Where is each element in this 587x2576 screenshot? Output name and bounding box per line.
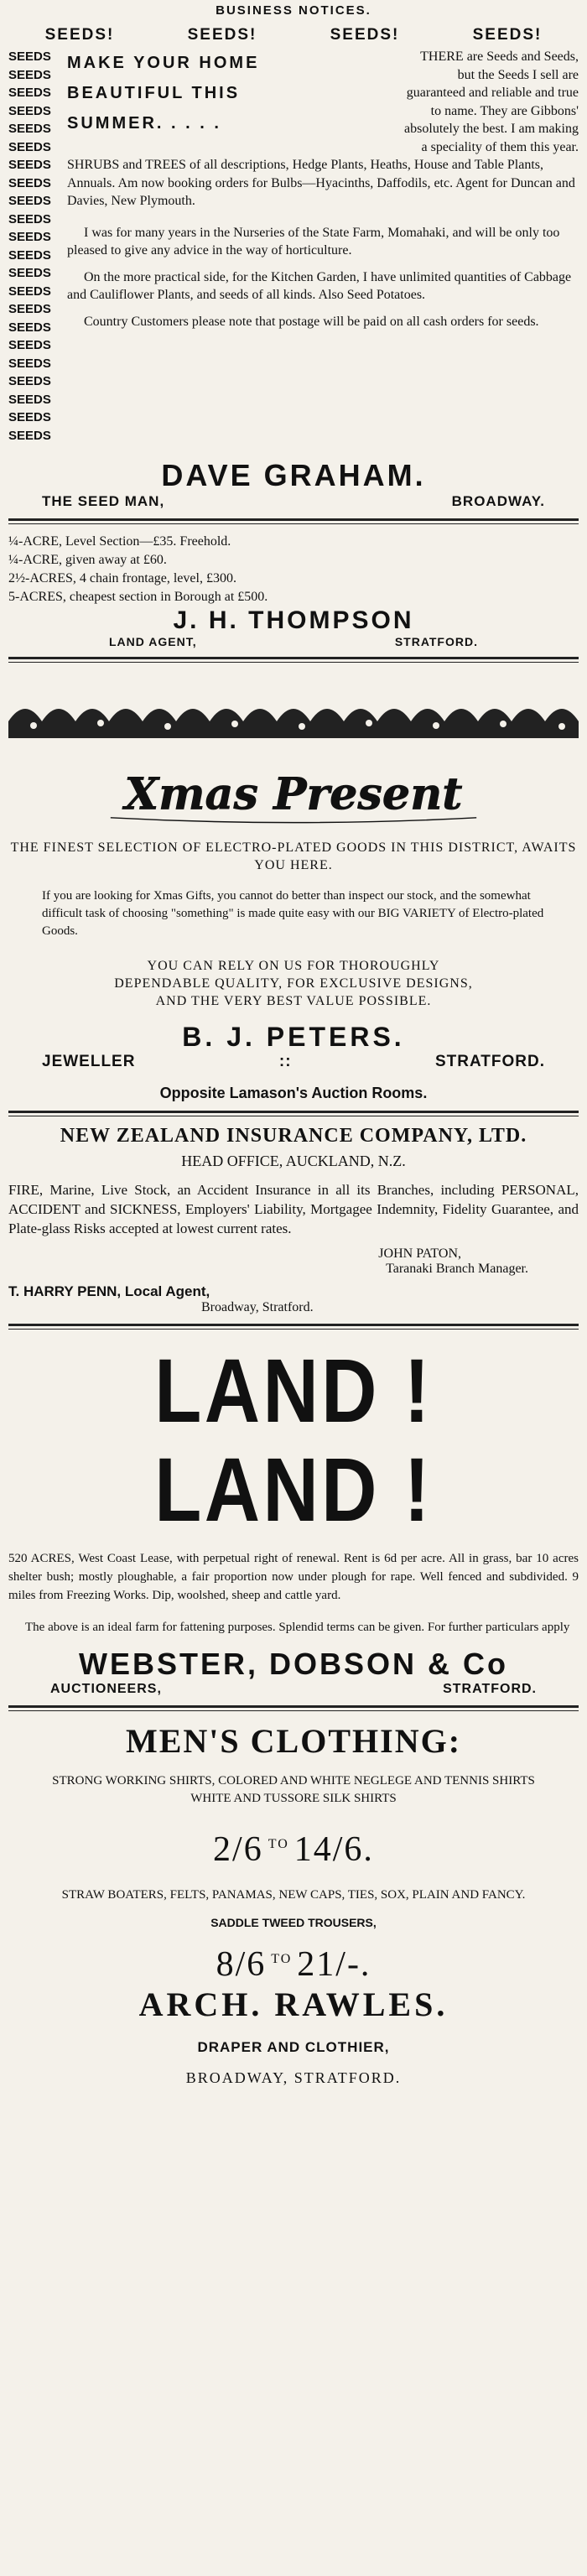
holly-banner-icon — [8, 679, 579, 755]
seeds-paragraph: Country Customers please note that postage will be paid on all cash orders for seeds. — [84, 314, 539, 329]
divider — [8, 1324, 579, 1330]
seeds-side-word: SEEDS — [8, 158, 51, 172]
land-headline: LAND ! LAND ! — [154, 1340, 433, 1540]
land-listing: ¼-ACRE, Level Section—£35. Freehold. — [8, 534, 231, 549]
headline-line: THERE are Seeds and Seeds, — [420, 49, 579, 64]
seeds-side-word: SEEDS — [8, 67, 51, 82]
manager-title: Taranaki Branch Manager. — [386, 1262, 528, 1276]
advertiser-name: DAVE GRAHAM. — [161, 458, 426, 492]
seeds-side-word: SEEDS — [8, 86, 51, 100]
advertiser-sub — [8, 635, 579, 648]
peters-rely: YOU CAN RELY ON US FOR THOROUGHLY DEPENDABLE QUALITY, FOR EXCLUSIVE DESIGNS, AND THE VERY BEST VALUE POSSIBLE. — [114, 959, 473, 1008]
advertiser-sub — [8, 1053, 579, 1071]
advertiser-title: AUCTIONEERS, — [50, 1682, 162, 1696]
divider — [8, 518, 579, 524]
head-office: HEAD OFFICE, AUCKLAND, N.Z. — [181, 1153, 406, 1169]
nzi-body: FIRE, Marine, Live Stock, an Accident Insurance in all its Branches, including PERSONAL, ACCIDENT and SICKNESS, Employers' Liability, Mortgagee Indemnity, Fidelity Guarantee, and Plate-glass Risks accepted at lowest current rates. — [8, 1182, 579, 1236]
seeds-side-word: SEEDS — [8, 410, 51, 424]
seeds-headline-right — [302, 48, 579, 156]
xmas-present-banner — [8, 759, 579, 826]
land-listing: 2½-ACRES, 4 chain frontage, level, £300. — [8, 571, 236, 585]
seeds-top-word: SEEDS! — [330, 26, 400, 44]
company-name: NEW ZEALAND INSURANCE COMPANY, LTD. — [60, 1125, 527, 1147]
price-to: TO — [268, 1837, 289, 1851]
seeds-side-word: SEEDS — [8, 49, 51, 64]
advertiser-name: B. J. PETERS. — [182, 1022, 405, 1052]
headline-line: absolutely the best. I am making — [404, 122, 579, 136]
seeds-side-word: SEEDS — [8, 122, 51, 136]
headline-line: but the Seeds I sell are — [457, 67, 579, 82]
seeds-top-word: SEEDS! — [472, 26, 543, 44]
separator: :: — [278, 1053, 292, 1070]
advertiser-location: BROADWAY. — [451, 493, 545, 509]
divider — [8, 657, 579, 663]
seeds-side-word: SEEDS — [8, 103, 51, 118]
advertiser-location: STRATFORD. — [443, 1682, 537, 1696]
headline-line: guaranteed and reliable and true — [406, 86, 579, 100]
advertiser-sub — [8, 1682, 579, 1697]
seeds-side-word: SEEDS — [8, 247, 51, 263]
seeds-paragraph: I was for many years in the Nurseries of the State Farm, Momahaki, and will be only too pleased to give any advice in the way of horticulture. — [67, 225, 560, 258]
seeds-top-word: SEEDS! — [187, 26, 257, 44]
seeds-side-word: SEEDS — [8, 139, 51, 154]
seeds-side-word: SEEDS — [8, 392, 51, 407]
nzi-advert — [8, 1125, 579, 1315]
headline-line: SUMMER. . . . . — [67, 114, 221, 133]
land-advert — [8, 1341, 579, 1697]
seeds-side-word: SEEDS — [8, 302, 51, 316]
seeds-side-column — [8, 48, 67, 445]
land-listing: 5-ACRES, cheapest section in Borough at £500. — [8, 590, 268, 604]
advertiser-title: DRAPER AND CLOTHIER, — [197, 2039, 390, 2055]
seeds-top-word: SEEDS! — [44, 26, 115, 44]
clothing-line: SADDLE TWEED TROUSERS, — [210, 1916, 377, 1929]
divider — [8, 1705, 579, 1711]
clothing-headline: MEN'S CLOTHING: — [125, 1722, 462, 1760]
clothing-line: STRONG WORKING SHIRTS, COLORED AND WHITE NEGLEGE AND TENNIS SHIRTS WHITE AND TUSSORE SILK SHIRTS — [52, 1774, 535, 1805]
thompson-advert — [8, 533, 579, 648]
seeds-side-word: SEEDS — [8, 374, 51, 388]
rawles-advert — [8, 1721, 579, 2087]
section-header: BUSINESS NOTICES. — [216, 3, 371, 18]
land-listing: ¼-ACRE, given away at £60. — [8, 553, 167, 567]
clothing-line: STRAW BOATERS, FELTS, PANAMAS, NEW CAPS, TIES, SOX, PLAIN AND FANCY. — [61, 1888, 526, 1902]
peters-intro: THE FINEST SELECTION OF ELECTRO-PLATED GOODS IN THIS DISTRICT, AWAITS YOU HERE. — [10, 840, 577, 872]
advertiser-location: BROADWAY, STRATFORD. — [185, 2069, 402, 2086]
price-low: 2/6 — [213, 1830, 263, 1869]
seeds-side-word: SEEDS — [8, 211, 51, 226]
headline-line: to name. They are Gibbons' — [430, 103, 579, 118]
advertiser-title: THE SEED MAN, — [42, 493, 165, 509]
land-note: The above is an ideal farm for fattening purposes. Splendid terms can be given. For further particulars apply — [25, 1621, 570, 1634]
advertiser-name: ARCH. RAWLES. — [138, 1985, 449, 2023]
headline-line: a speciality of them this year. — [421, 139, 579, 154]
xmas-banner-text: Xmas Present — [124, 768, 463, 820]
seeds-advert — [8, 26, 579, 510]
manager-name: JOHN PATON, — [378, 1246, 461, 1261]
seeds-side-word: SEEDS — [8, 266, 51, 280]
local-agent: T. HARRY PENN, Local Agent, — [8, 1283, 210, 1299]
peters-advert — [8, 671, 579, 1102]
price-high: 14/6. — [294, 1830, 374, 1869]
seeds-headline-left — [67, 48, 302, 156]
seeds-side-word: SEEDS — [8, 175, 51, 190]
advertiser-title: LAND AGENT, — [109, 635, 197, 648]
seeds-side-word: SEEDS — [8, 338, 51, 352]
price-low: 8/6 — [216, 1945, 267, 1984]
advertiser-location: STRATFORD. — [434, 1053, 545, 1070]
advertiser-name: J. H. THOMPSON — [173, 606, 414, 634]
headline-line: BEAUTIFUL THIS — [67, 84, 241, 102]
advertiser-location: STRATFORD. — [394, 635, 478, 648]
advertiser-title: JEWELLER — [42, 1053, 136, 1070]
headline-line: MAKE YOUR HOME — [67, 54, 260, 72]
seeds-paragraph: SHRUBS and TREES of all descriptions, Hedge Plants, Heaths, House and Table Plants, Annuals. Am now booking orders for Bulbs—Hyacinths, Daffodils, etc. Agent for Duncan and Davies, New Plymouth. — [67, 158, 575, 208]
seeds-body-text — [67, 48, 579, 445]
seeds-body-block — [8, 48, 579, 445]
seeds-side-word: SEEDS — [8, 194, 51, 208]
peters-body: If you are looking for Xmas Gifts, you cannot do better than inspect our stock, and the somewhat difficult task of choosing "something" is made quite easy with our BIG VARIETY of Electro-plated Goods. — [42, 889, 544, 938]
advertiser-address: Opposite Lamason's Auction Rooms. — [159, 1085, 428, 1101]
seeds-paragraph: On the more practical side, for the Kitchen Garden, I have unlimited quantities of Cabbage and Cauliflower Plants, and seeds of all kinds. Also Seed Potatoes. — [67, 269, 572, 302]
divider — [8, 1111, 579, 1116]
price-range — [8, 1829, 579, 1870]
seeds-side-word: SEEDS — [8, 284, 51, 299]
seeds-side-word: SEEDS — [8, 230, 51, 244]
price-to: TO — [271, 1952, 293, 1966]
price-high: 21/-. — [297, 1945, 371, 1984]
seeds-side-word: SEEDS — [8, 356, 51, 371]
firm-name: WEBSTER, DOBSON & Co — [78, 1647, 508, 1681]
newspaper-page — [8, 0, 579, 2087]
agent-address: Broadway, Stratford. — [201, 1300, 314, 1314]
seeds-top-row — [8, 26, 579, 44]
land-body: 520 ACRES, West Coast Lease, with perpetual right of renewal. Rent is 6d per acre. All in grass, bar 10 acres shelter bush; mostly ploughable, a fair proportion now under plough for rape. Well fenced and subdivided. 9 miles from Freezing Works. Dip, woolshed, sheep and cattle yard. — [8, 1552, 579, 1602]
seeds-side-word: SEEDS — [8, 428, 51, 443]
seeds-side-word: SEEDS — [8, 320, 51, 335]
advertiser-sub — [8, 493, 579, 510]
price-range — [8, 1944, 579, 1985]
